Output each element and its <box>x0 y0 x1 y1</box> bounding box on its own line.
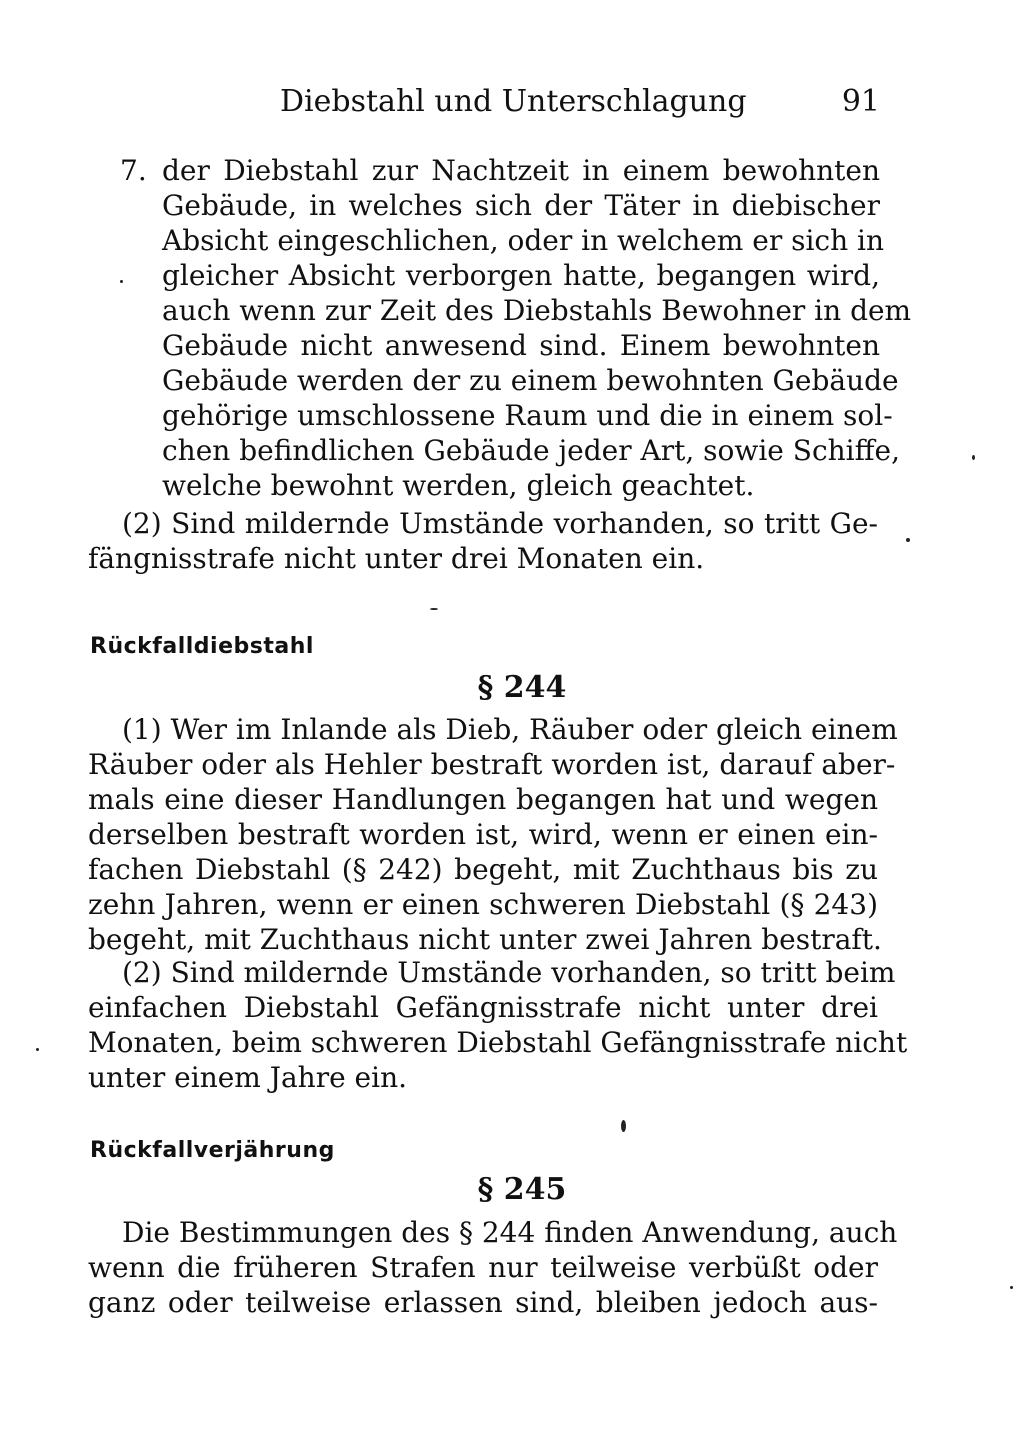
text-line: ganz oder teilweise erlassen sind, bleiben jedoch aus- <box>88 1286 878 1319</box>
text-line: Räuber oder als Hehler bestraft worden ist, darauf aber- <box>88 748 896 781</box>
running-title: Diebstahl und Unterschlagung <box>280 84 747 119</box>
text-line: (1) Wer im Inlande als Dieb, Räuber oder gleich einem <box>122 713 898 746</box>
text-line: unter einem Jahre ein. <box>88 1061 408 1094</box>
text-line: auch wenn zur Zeit des Diebstahls Bewohner in dem <box>162 294 912 327</box>
list-marker: 7. <box>120 154 147 187</box>
paragraph-245 <box>88 1215 898 1320</box>
text-line: Die Bestimmungen des § 244 finden Anwendung, auch <box>122 1216 898 1249</box>
scan-speck <box>906 538 910 542</box>
text-line: begeht, mit Zuchthaus nicht unter zwei Jahren bestraft. <box>88 923 882 956</box>
section-number-244: § 244 <box>477 670 567 705</box>
text-line: Absicht eingeschlichen, oder in welchem er sich in <box>162 224 885 257</box>
scan-speck <box>1010 1286 1013 1289</box>
paragraph-243-2 <box>88 506 878 576</box>
text-line: fängnisstrafe nicht unter drei Monaten ein. <box>88 542 705 575</box>
text-line: gleicher Absicht verborgen hatte, begangen wird, <box>162 259 880 292</box>
text-line: Gebäude, in welches sich der Täter in diebischer <box>162 189 880 222</box>
text-line: gehörige umschlossene Raum und die in einem sol- <box>162 399 893 432</box>
text-line: welche bewohnt werden, gleich geachtet. <box>162 469 755 502</box>
text-line: zehn Jahren, wenn er einen schweren Diebstahl (§ 243) <box>88 888 878 921</box>
section-number-245: § 245 <box>477 1172 567 1207</box>
paragraph-244-1 <box>88 712 898 957</box>
text-line: (2) Sind mildernde Umstände vorhanden, so tritt Ge- <box>122 507 878 540</box>
scan-speck <box>430 608 438 610</box>
text-line: fachen Diebstahl (§ 242) begeht, mit Zuchthaus bis zu <box>88 853 878 886</box>
page-number: 91 <box>841 84 880 119</box>
text-line: Gebäude werden der zu einem bewohnten Gebäude <box>162 364 899 397</box>
text-line: derselben bestraft worden ist, wird, wenn er einen ein- <box>88 818 878 851</box>
paragraph-244-2 <box>88 955 908 1095</box>
scan-speck <box>36 1048 39 1051</box>
text-line: (2) Sind mildernde Umstände vorhanden, so tritt beim <box>122 956 896 989</box>
scan-speck <box>120 280 123 283</box>
section-heading-244: Rückfalldiebstahl <box>90 634 314 659</box>
text-line: 7. der Diebstahl zur Nachtzeit in einem bewohnten <box>120 154 880 187</box>
section-heading-245: Rückfallverjährung <box>90 1138 335 1163</box>
text-line: einfachen Diebstahl Gefängnisstrafe nicht unter drei <box>88 991 878 1024</box>
text-line: Monaten, beim schweren Diebstahl Gefängnisstrafe nicht <box>88 1026 908 1059</box>
scan-speck <box>972 455 975 460</box>
text-line: Gebäude nicht anwesend sind. Einem bewohnten <box>162 329 880 362</box>
text-line: chen befindlichen Gebäude jeder Art, sowie Schiffe, <box>162 434 900 467</box>
running-head <box>280 80 880 124</box>
list-item-7 <box>120 153 912 503</box>
scan-speck <box>621 1120 626 1132</box>
text-line: wenn die früheren Strafen nur teilweise verbüßt oder <box>88 1251 878 1284</box>
text-line: mals eine dieser Handlungen begangen hat und wegen <box>88 783 878 816</box>
